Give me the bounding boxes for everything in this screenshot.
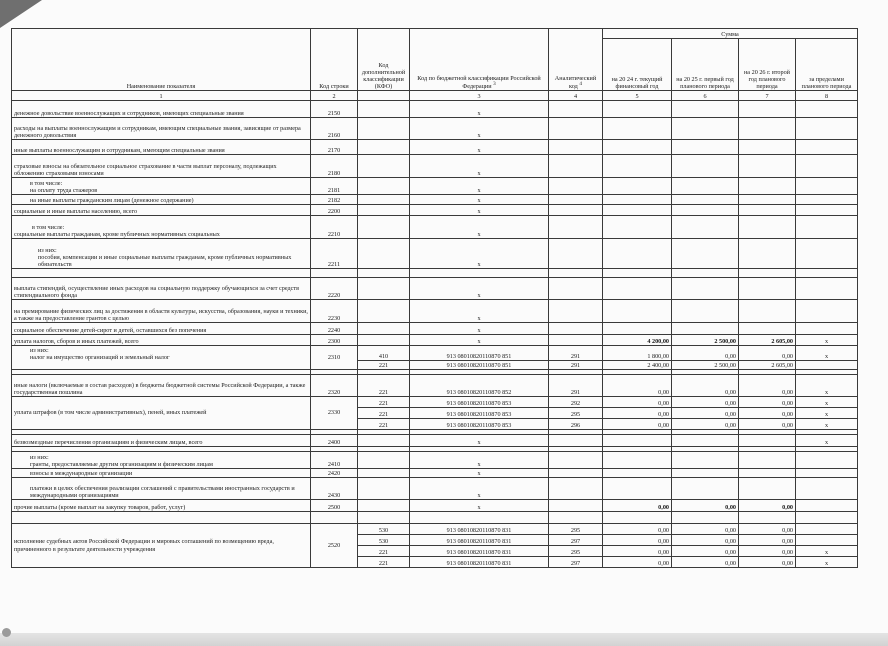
sum-year-2: 2 500,00	[672, 335, 739, 346]
row-budget-code: 913 08010820110870 853	[410, 408, 549, 419]
header-year-3: на 20 26 г. второй год планового периода	[739, 39, 796, 91]
sum-year-4: х	[796, 419, 858, 430]
row-label: исполнение судебных актов Российской Федерации и мировых соглашений по возмещению вреда, причиненного в результате деятельности учреждения	[12, 524, 311, 568]
sum-year-4: х	[796, 375, 858, 397]
row-prefix: в том числе:	[30, 179, 63, 187]
row-label	[12, 452, 311, 469]
row-label-text: социальные выплаты гражданам, кроме публичных нормативных социальных	[14, 230, 220, 238]
row-analytic-code: 297	[549, 557, 603, 568]
sum-year-2: 0,00	[672, 524, 739, 535]
table-row	[12, 216, 858, 239]
row-budget-code: х	[410, 452, 549, 469]
row-budget-code: х	[410, 335, 549, 346]
row-budget-code: х	[410, 155, 549, 178]
header-name: Наименование показателя	[12, 29, 311, 91]
sum-year-1: 0,00	[603, 546, 672, 557]
row-analytic-code: 297	[549, 535, 603, 546]
row-kfo: 221	[358, 397, 410, 408]
row-prefix: из них:	[38, 246, 57, 254]
table-row	[12, 239, 858, 269]
row-budget-code: х	[410, 323, 549, 335]
row-analytic-code: 291	[549, 361, 603, 370]
sum-year-2: 2 500,00	[672, 361, 739, 370]
row-kfo: 221	[358, 419, 410, 430]
header-kfo: Код дополнительной классификации (КФО)	[358, 29, 410, 91]
sum-year-2: 0,00	[672, 535, 739, 546]
sum-year-2: 0,00	[672, 500, 739, 512]
row-budget-code: х	[410, 478, 549, 500]
header-budget-label: Код по бюджетной классификации Российской Федерации	[417, 74, 541, 90]
row-label: выплата стипендий, осуществление иных расходов на социальную поддержку обучающихся за счет средств стипендиального фонда	[12, 278, 311, 300]
sum-year-4: х	[796, 408, 858, 419]
column-number-row	[12, 91, 858, 101]
row-code: 2210	[311, 216, 358, 239]
row-code: 2410	[311, 452, 358, 469]
sum-year-4: х	[796, 546, 858, 557]
table-row	[12, 346, 858, 361]
header-sum-group: Сумма	[603, 29, 858, 39]
sum-year-2: 0,00	[672, 346, 739, 361]
row-kfo: 221	[358, 408, 410, 419]
table-row	[12, 335, 858, 346]
row-budget-code: х	[410, 118, 549, 140]
row-prefix: из них:	[30, 453, 49, 461]
row-label	[12, 239, 311, 269]
col-num-7: 7	[739, 91, 796, 101]
sum-year-1: 0,00	[603, 375, 672, 397]
row-budget-code: 913 08010820110870 851	[410, 346, 549, 361]
row-label: на иные выплаты гражданским лицам (денежное содержание)	[12, 195, 311, 205]
row-budget-code: 913 08010820110870 831	[410, 546, 549, 557]
row-code: 2200	[311, 205, 358, 216]
sum-year-4: х	[796, 557, 858, 568]
sum-year-1: 1 800,00	[603, 346, 672, 361]
row-label: взносы в международные организации	[12, 469, 311, 478]
sum-year-3: 0,00	[739, 375, 796, 397]
table-row	[12, 205, 858, 216]
row-budget-code: х	[410, 435, 549, 447]
row-analytic-code: 296	[549, 419, 603, 430]
row-label: уплата штрафов (в том числе административных), пеней, иных платежей	[12, 397, 311, 430]
col-num-3: 3	[410, 91, 549, 101]
row-label-text: гранты, предоставляемые другим организациям и физическим лицам	[30, 460, 213, 468]
row-budget-code: х	[410, 300, 549, 323]
sum-year-3: 2 605,00	[739, 361, 796, 370]
row-kfo: 221	[358, 375, 410, 397]
header-year-2: на 20 25 г. первый год планового периода	[672, 39, 739, 91]
sum-year-2: 0,00	[672, 408, 739, 419]
row-code: 2211	[311, 239, 358, 269]
row-label	[12, 178, 311, 195]
row-code: 2170	[311, 140, 358, 155]
row-label	[12, 216, 311, 239]
sum-year-1: 0,00	[603, 557, 672, 568]
sum-year-2: 0,00	[672, 419, 739, 430]
sum-year-1: 0,00	[603, 524, 672, 535]
row-label-text: пособия, компенсации и иные социальные выплаты гражданам, кроме публичных нормативных обязательств	[38, 253, 292, 268]
page-bottom-edge	[0, 633, 888, 646]
table-row-empty	[12, 269, 858, 278]
row-budget-code: 913 08010820110870 853	[410, 419, 549, 430]
row-label-text: налог на имущество организаций и земельный налог	[30, 354, 170, 362]
sum-year-3: 0,00	[739, 557, 796, 568]
table-row	[12, 195, 858, 205]
row-label: страховые взносы на обязательное социальное страхование в части выплат персоналу, подлежащих обложению страховыми взносами	[12, 155, 311, 178]
row-analytic-code: 295	[549, 408, 603, 419]
row-code: 2330	[311, 397, 358, 430]
sum-year-4: х	[796, 335, 858, 346]
sum-year-4	[796, 524, 858, 535]
table-row	[12, 435, 858, 447]
row-code: 2240	[311, 323, 358, 335]
header-budget-footnote: 3	[493, 80, 496, 87]
table-row	[12, 323, 858, 335]
col-num-5: 5	[603, 91, 672, 101]
sum-year-3: 0,00	[739, 524, 796, 535]
col-num-8: 8	[796, 91, 858, 101]
row-analytic-code: 291	[549, 346, 603, 361]
row-budget-code: х	[410, 140, 549, 155]
sum-year-2: 0,00	[672, 375, 739, 397]
sum-year-1: 0,00	[603, 500, 672, 512]
row-code: 2500	[311, 500, 358, 512]
row-budget-code: 913 08010820110870 851	[410, 361, 549, 370]
row-code: 2520	[311, 524, 358, 568]
row-code: 2310	[311, 346, 358, 370]
header-analytic-label: Аналитический код	[554, 74, 597, 90]
header-analytic-footnote: 4	[579, 80, 582, 87]
folded-corner	[0, 0, 42, 28]
sum-year-3: 0,00	[739, 419, 796, 430]
row-budget-code: 913 08010820110870 831	[410, 557, 549, 568]
table-row	[12, 452, 858, 469]
sum-year-1: 2 400,00	[603, 361, 672, 370]
row-code: 2180	[311, 155, 358, 178]
table-row	[12, 397, 858, 408]
row-code: 2400	[311, 435, 358, 447]
sum-year-3: 0,00	[739, 500, 796, 512]
table-row	[12, 140, 858, 155]
row-label: иные выплаты военнослужащим и сотрудникам, имеющим специальные звания	[12, 140, 311, 155]
row-analytic-code: 291	[549, 375, 603, 397]
table-row	[12, 155, 858, 178]
row-prefix: в том числе:	[32, 223, 65, 231]
row-analytic-code: 295	[549, 546, 603, 557]
row-budget-code: 913 08010820110870 853	[410, 397, 549, 408]
row-code: 2420	[311, 469, 358, 478]
table-row	[12, 278, 858, 300]
row-label: уплата налогов, сборов и иных платежей, всего	[12, 335, 311, 346]
row-label: безвозмездные перечисления организациям и физическим лицам, всего	[12, 435, 311, 447]
row-kfo: 221	[358, 557, 410, 568]
row-code: 2220	[311, 278, 358, 300]
col-num-1: 1	[12, 91, 311, 101]
table-row	[12, 375, 858, 397]
row-budget-code: х	[410, 205, 549, 216]
row-budget-code: х	[410, 469, 549, 478]
header-budget-code	[410, 29, 549, 91]
col-num-2: 2	[311, 91, 358, 101]
sum-year-2: 0,00	[672, 546, 739, 557]
row-budget-code: 913 08010820110870 831	[410, 524, 549, 535]
row-kfo: 221	[358, 361, 410, 370]
sum-year-3: 0,00	[739, 535, 796, 546]
row-kfo: 410	[358, 346, 410, 361]
header-code: Код строки	[311, 29, 358, 91]
row-code: 2430	[311, 478, 358, 500]
sum-year-4: х	[796, 346, 858, 361]
row-budget-code: 913 08010820110870 852	[410, 375, 549, 397]
row-kfo: 530	[358, 535, 410, 546]
table-row	[12, 118, 858, 140]
row-budget-code: х	[410, 239, 549, 269]
row-budget-code: х	[410, 178, 549, 195]
row-label: на премирование физических лиц за достижения в области культуры, искусства, образования, науки и техники, а также на предоставление грантов с целью	[12, 300, 311, 323]
row-budget-code: х	[410, 195, 549, 205]
row-code: 2150	[311, 101, 358, 118]
sum-year-4: х	[796, 435, 858, 447]
table-row-empty	[12, 512, 858, 524]
sum-year-4	[796, 361, 858, 370]
row-budget-code: х	[410, 216, 549, 239]
row-label-text: на оплату труда стажеров	[30, 186, 98, 194]
row-label: платежи в целях обеспечения реализации соглашений с правительствами иностранных государств и международными организациями	[12, 478, 311, 500]
row-code: 2300	[311, 335, 358, 346]
row-code: 2181	[311, 178, 358, 195]
row-analytic-code: 292	[549, 397, 603, 408]
sum-year-3: 0,00	[739, 546, 796, 557]
row-label: расходы на выплаты военнослужащим и сотрудникам, имеющим специальные звания, зависящие от размера денежного довольствия	[12, 118, 311, 140]
row-budget-code: х	[410, 101, 549, 118]
sum-year-1: 0,00	[603, 535, 672, 546]
row-label: социальные и иные выплаты населению, всего	[12, 205, 311, 216]
row-analytic-code: 295	[549, 524, 603, 535]
row-budget-code: х	[410, 278, 549, 300]
sum-year-3: 2 605,00	[739, 335, 796, 346]
sum-year-4	[796, 535, 858, 546]
row-code: 2182	[311, 195, 358, 205]
col-num-kfo	[358, 91, 410, 101]
row-code: 2230	[311, 300, 358, 323]
sum-year-1: 0,00	[603, 408, 672, 419]
row-code: 2160	[311, 118, 358, 140]
row-label: иные налоги (включаемые в состав расходов) в бюджеты бюджетной системы Российской Федерации, а также государственная пошлина	[12, 375, 311, 397]
sum-year-2: 0,00	[672, 557, 739, 568]
row-code: 2320	[311, 375, 358, 397]
sum-year-3: 0,00	[739, 397, 796, 408]
row-kfo: 221	[358, 546, 410, 557]
row-label	[12, 346, 311, 370]
sum-year-1: 0,00	[603, 397, 672, 408]
sum-year-1: 4 200,00	[603, 335, 672, 346]
row-prefix: из них:	[30, 347, 49, 354]
table-row	[12, 469, 858, 478]
financial-plan-table	[11, 28, 858, 568]
table-row	[12, 524, 858, 535]
punch-hole	[2, 628, 11, 637]
table-row	[12, 478, 858, 500]
sum-year-2: 0,00	[672, 397, 739, 408]
col-num-6: 6	[672, 91, 739, 101]
table-row	[12, 101, 858, 118]
header-year-1: на 20 24 г. текущий финансовый год	[603, 39, 672, 91]
col-num-4: 4	[549, 91, 603, 101]
row-label: социальное обеспечение детей-сирот и детей, оставшихся без попечения	[12, 323, 311, 335]
header-analytic	[549, 29, 603, 91]
row-budget-code: 913 08010820110870 831	[410, 535, 549, 546]
sum-year-1: 0,00	[603, 419, 672, 430]
row-label: прочие выплаты (кроме выплат на закупку товаров, работ, услуг)	[12, 500, 311, 512]
sum-year-4: х	[796, 397, 858, 408]
table-row	[12, 500, 858, 512]
row-label: денежное довольствие военнослужащих и сотрудников, имеющих специальные звания	[12, 101, 311, 118]
header-year-4: за пределами планового периода	[796, 39, 858, 91]
sum-year-3: 0,00	[739, 346, 796, 361]
table-row	[12, 300, 858, 323]
row-budget-code: х	[410, 500, 549, 512]
sum-year-3: 0,00	[739, 408, 796, 419]
table-row	[12, 178, 858, 195]
row-kfo: 530	[358, 524, 410, 535]
